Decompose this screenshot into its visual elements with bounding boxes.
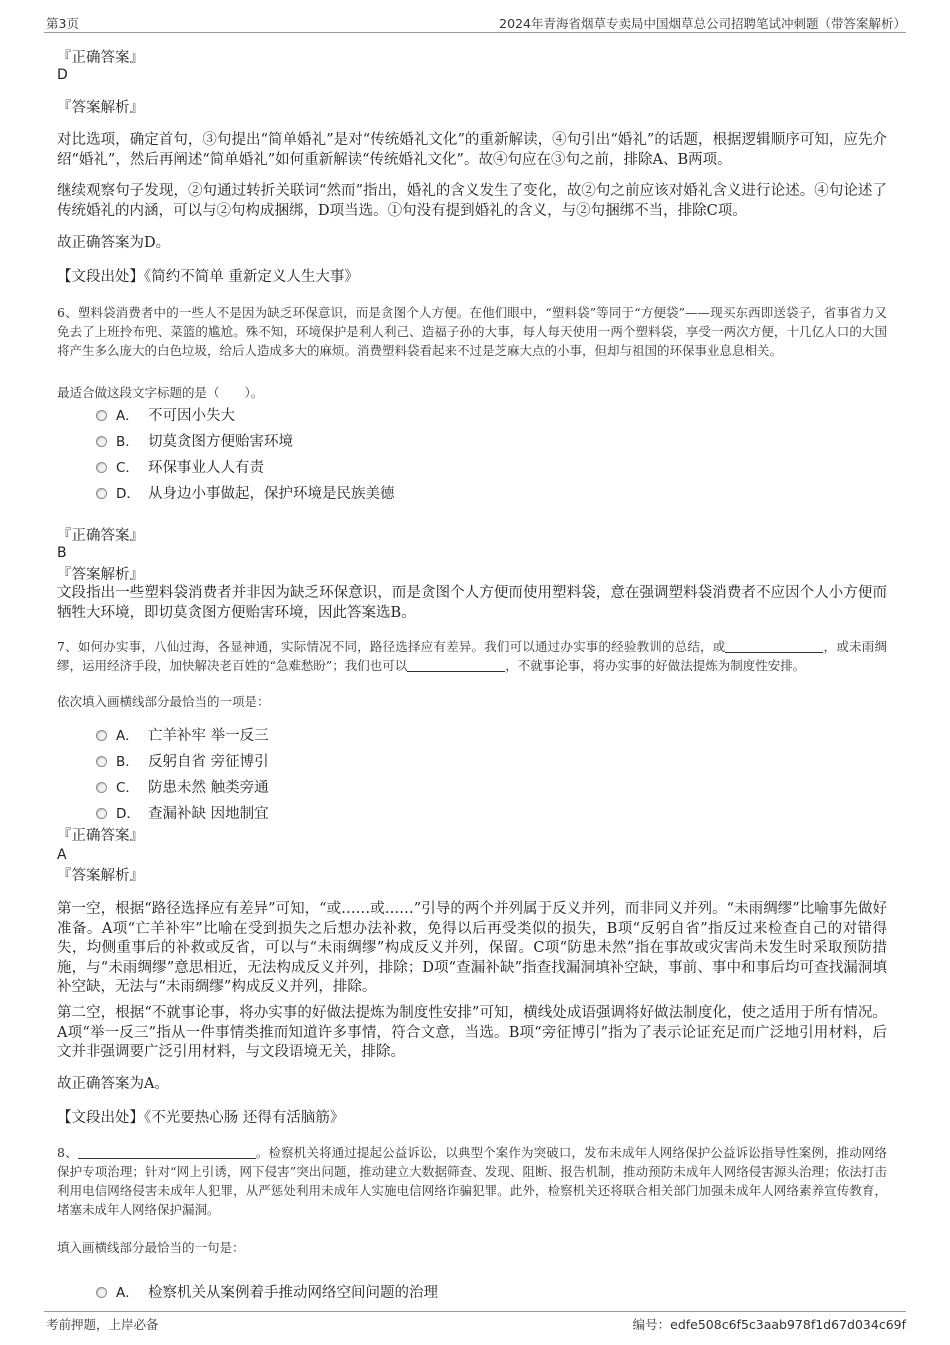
- q7-analysis-p1: 第一空，根据“路径选择应有差异”可知，“或……或……”引导的两个并列属于反义并列，而非同义并列。“未雨绸缪”比喻事先做好准备。A项“亡羊补牢”比喻在受到损失之后想办法补救，免得以后再受类似的损失，B项“反躬自省”指反过来检查自己的对错得失，均侧重事后的补救或反省，可以与“未雨绸缪”构成反义并列，保留。C项“防患未然”指在事故或灾害尚未发生时采取预防措施，与“未雨绸缪”意思相近，无法构成反义并列，排除；D项“查漏补缺”指查找漏洞填补空缺，事前、事中和事后均可查找漏洞填补空缺，无法与“未雨绸缪”构成反义并列，排除。: [57, 901, 887, 995]
- page-header: [44, 12, 906, 33]
- document-title: 2024年青海省烟草专卖局中国烟草总公司招聘笔试冲刺题（带答案解析）: [499, 16, 906, 31]
- radio-icon[interactable]: [96, 808, 107, 819]
- page-footer: [44, 1311, 906, 1334]
- q5-analysis-p1: 对比选项，确定首句，③句提出“简单婚礼”是对“传统婚礼文化”的重新解读，④句引出“婚礼”的话题，根据逻辑顺序可知，应先介绍“婚礼”，然后再阐述“简单婚礼”如何重新解读“传统婚礼文化”。故④句应在③句之前，排除A、B两项。: [57, 132, 887, 168]
- radio-icon[interactable]: [96, 462, 107, 473]
- radio-icon[interactable]: [96, 436, 107, 447]
- q8-prompt: 填入画横线部分最恰当的一句是：: [57, 1240, 245, 1255]
- radio-icon[interactable]: [96, 730, 107, 741]
- q5-source: 【文段出处】《简约不简单 重新定义人生大事》: [57, 269, 359, 285]
- footer-slogan: 考前押题，上岸必备: [46, 1317, 159, 1332]
- q6-analysis: 文段指出一些塑料袋消费者并非因为缺乏环保意识，而是贪图个人方便而使用塑料袋，意在强调塑料袋消费者不应因个人小方便而牺牲大环境，即切莫贪图方便贻害环境，因此答案选B。: [57, 585, 887, 621]
- q6-option-d[interactable]: D． 从身边小事做起，保护环境是民族美德: [96, 484, 395, 504]
- q8-stem: 8、 。检察机关将通过提起公益诉讼，以典型个案作为突破口，发布未成年人网络保护公益诉讼指导性案例，推动网络保护专项治理；针对“网上引诱，网下侵害”突出问题，推动建立大数据筛查、发现、阻断、报告机制，推动预防未成年人网络侵害源头治理；依法打击利用电信网络侵害未成年人犯罪，从严惩处利用未成年人实施电信网络诈骗犯罪。此外，检察机关还将联合相关部门加强未成年人网络素养宣传教育，堵塞未成年人网络保护漏洞。: [57, 1145, 888, 1217]
- q7-analysis-label: 『答案解析』: [57, 868, 144, 884]
- q7-option-c[interactable]: C． 防患未然 触类旁通: [96, 778, 269, 798]
- q7-stem: 7、如何办实事，八仙过海，各显神通，实际情况不同，路径选择应有差异。我们可以通过办实事的经验教训的总结，或 ，或未雨绸缪，运用经济手段，加快解决老百姓的“急难愁盼”；我们也可以 ，不就事论事，将办实事的好做法提炼为制度性安排。: [57, 639, 887, 673]
- q6-analysis-label: 『答案解析』: [57, 567, 144, 583]
- q6-stem: 6、塑料袋消费者中的一些人不是因为缺乏环保意识，而是贪图个人方便。在他们眼中，“塑料袋”等同于“方便袋”——现买东西即送袋子，省事省力又免去了上班拎布兜、菜篮的尴尬。殊不知，环境保护是利人利己、造福子孙的大事，每人每天使用一两个塑料袋，享受一两次方便，十几亿人口的大国将产生多么庞大的白色垃圾，给后人造成多大的麻烦。消费塑料袋看起来不过是芝麻大点的小事，但却与祖国的环保事业息息相关。: [57, 305, 887, 358]
- q6-option-a[interactable]: A． 不可因小失大: [96, 406, 235, 426]
- q6-option-c[interactable]: C． 环保事业人人有责: [96, 458, 264, 478]
- blank-line-2: [407, 657, 505, 672]
- q8-option-a[interactable]: A． 检察机关从案例着手推动网络空间问题的治理: [96, 1283, 438, 1303]
- q7-option-a[interactable]: A． 亡羊补牢 举一反三: [96, 726, 269, 746]
- radio-icon[interactable]: [96, 782, 107, 793]
- q7-option-b[interactable]: B． 反躬自省 旁征博引: [96, 752, 269, 772]
- q7-answer-label: 『正确答案』: [57, 828, 144, 844]
- q5-answer-label: 『正确答案』: [57, 50, 144, 66]
- document-id: 编号：edfe508c6f5c3aab978f1d67d034c69f: [632, 1317, 906, 1332]
- q5-analysis-p3: 故正确答案为D。: [57, 235, 171, 251]
- q5-analysis-label: 『答案解析』: [57, 100, 144, 116]
- blank-line-3: [78, 1144, 256, 1159]
- q7-prompt: 依次填入画横线部分最恰当的一项是：: [57, 694, 270, 709]
- blank-line-1: [725, 638, 823, 653]
- q7-answer: A: [57, 847, 67, 863]
- page-number: 第3页: [46, 16, 79, 31]
- q7-analysis-p2: 第二空，根据“不就事论事，将办实事的好做法提炼为制度性安排”可知，横线处成语强调将好做法制度化，使之适用于所有情况。A项“举一反三”指从一件事情类推而知道许多事情，符合文意，当选。B项“旁征博引”指为了表示论证充足而广泛地引用材料，后文并非强调要广泛引用材料，与文段语境无关，排除。: [57, 1005, 887, 1060]
- radio-icon[interactable]: [96, 488, 107, 499]
- q6-answer: B: [57, 545, 67, 561]
- q6-option-b[interactable]: B． 切莫贪图方便贻害环境: [96, 432, 293, 452]
- radio-icon[interactable]: [96, 756, 107, 767]
- q6-prompt: 最适合做这段文字标题的是（ ）。: [57, 385, 264, 400]
- q7-source: 【文段出处】《不光要热心肠 还得有活脑筋》: [57, 1110, 345, 1126]
- radio-icon[interactable]: [96, 410, 107, 421]
- q7-analysis-p3: 故正确答案为A。: [57, 1076, 169, 1092]
- q5-analysis-p2: 继续观察句子发现，②句通过转折关联词“然而”指出，婚礼的含义发生了变化，故②句之前应该对婚礼含义进行论述。④句论述了传统婚礼的内涵，可以与②句构成捆绑，D项当选。①句没有提到婚礼的含义，与②句捆绑不当，排除C项。: [57, 183, 887, 219]
- q5-answer: D: [57, 67, 68, 83]
- q6-answer-label: 『正确答案』: [57, 528, 144, 544]
- radio-icon[interactable]: [96, 1287, 107, 1298]
- q7-option-d[interactable]: D． 查漏补缺 因地制宜: [96, 804, 269, 824]
